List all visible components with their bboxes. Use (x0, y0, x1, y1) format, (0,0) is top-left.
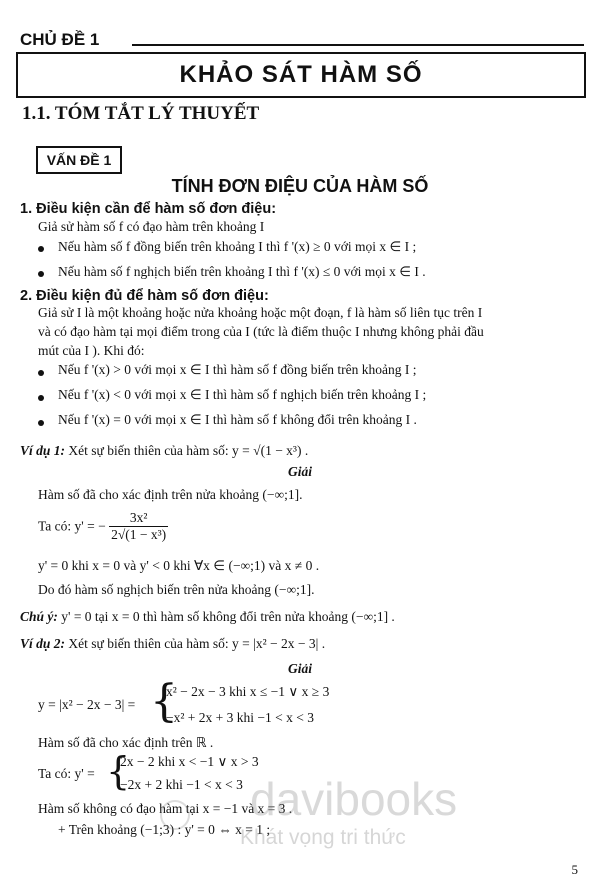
example2-dcase2: −2x + 2 khi −1 < x < 3 (120, 777, 243, 792)
example1-taco: Ta có: y' = − (38, 518, 106, 534)
example2-no-derivative: Hàm số không có đạo hàm tại x = −1 và x = 3 . (38, 801, 293, 816)
topic-title: TÍNH ĐƠN ĐIỆU CỦA HÀM SỐ (171, 176, 429, 196)
example1-zero-line: y' = 0 khi x = 0 và y' < 0 khi ∀x ∈ (−∞;1) và x ≠ 0 . (38, 558, 320, 573)
example1-note (20, 609, 395, 625)
example1-solution-label: Giải (287, 464, 312, 479)
chapter-title: KHẢO SÁT HÀM SỐ (179, 61, 423, 88)
part2-bullet3: Nếu f '(x) = 0 với mọi x ∈ I thì hàm số f không đổi trên khoảng I . (58, 412, 417, 427)
watermark-logo-icon (160, 800, 190, 830)
section-heading: 1.1. TÓM TẮT LÝ THUYẾT (22, 103, 260, 124)
chapter-title-box (16, 52, 586, 98)
part1-bullet1: Nếu hàm số f đồng biến trên khoảng I thì f '(x) ≥ 0 với mọi x ∈ I ; (58, 239, 417, 254)
bullet-icon (38, 420, 44, 426)
example1-domain: Hàm số đã cho xác định trên nửa khoảng (−∞;1]. (38, 487, 303, 502)
example1-prompt: Xét sự biến thiên của hàm số: y = √(1 − x³) . (68, 443, 309, 458)
watermark-slogan: Khát vọng tri thức (240, 826, 406, 849)
example1-frac-num: 3x² (109, 510, 168, 527)
part2-line1: Giả sử I là một khoảng hoặc nửa khoảng hoặc một đoạn, f là hàm số liên tục trên I (38, 305, 483, 320)
part2-line3: mút của I ). Khi đó: (38, 343, 145, 358)
part1-intro: Giả sử hàm số f có đạo hàm trên khoảng I (38, 219, 265, 234)
part2-line2: và có đạo hàm tại mọi điểm trong của I (tức là điểm thuộc I nhưng không phải đầu (38, 324, 484, 339)
example1-label: Ví dụ 1: (20, 443, 66, 458)
example1-line (20, 443, 308, 459)
example2-case2: −x² + 2x + 3 khi −1 < x < 3 (166, 710, 314, 725)
example1-derivative (38, 510, 168, 543)
bullet-icon (38, 246, 44, 252)
part2-bullet2: Nếu f '(x) < 0 với mọi x ∈ I thì hàm số f nghịch biến trên khoảng I ; (58, 387, 427, 402)
example1-frac-den: 2√(1 − x³) (111, 527, 167, 542)
example2-line (20, 636, 325, 652)
bullet-icon (38, 370, 44, 376)
example2-domain: Hàm số đã cho xác định trên ℝ . (38, 735, 214, 750)
example2-label: Ví dụ 2: (20, 636, 66, 651)
example2-solution-label: Giải (287, 661, 312, 676)
left-brace-icon: { (150, 676, 178, 727)
chapter-label: CHỦ ĐỀ 1 (20, 30, 100, 49)
part2-heading: 2. Điều kiện đủ để hàm số đơn điệu: (20, 288, 269, 304)
example2-interval: + Trên khoảng (−1;3) : y' = 0 ⇔ x = 1 ; (58, 822, 271, 837)
bullet-icon (38, 395, 44, 401)
left-brace-icon: { (106, 749, 131, 793)
example1-fraction (109, 510, 168, 543)
example2-taco: Ta có: y' = (38, 766, 95, 781)
example2-case1: x² − 2x − 3 khi x ≤ −1 ∨ x ≥ 3 (166, 684, 330, 699)
part1-heading: 1. Điều kiện cần để hàm số đơn điệu: (20, 201, 277, 217)
example2-prompt: Xét sự biến thiên của hàm số: y = |x² − 2x − 3| . (68, 636, 326, 651)
topic-box (36, 146, 122, 174)
topic-box-label: VẤN ĐỀ 1 (46, 152, 112, 168)
note-label: Chú ý: (20, 609, 58, 624)
example1-conclusion: Do đó hàm số nghịch biến trên nửa khoảng (−∞;1]. (38, 582, 315, 597)
bullet-icon (38, 271, 44, 277)
example2-dcase1: 2x − 2 khi x < −1 ∨ x > 3 (120, 754, 259, 769)
watermark-brand: davibooks (250, 773, 458, 825)
chapter-divider (132, 44, 584, 46)
part2-bullet1: Nếu f '(x) > 0 với mọi x ∈ I thì hàm số f đồng biến trên khoảng I ; (58, 362, 417, 377)
part1-bullet2: Nếu hàm số f nghịch biến trên khoảng I thì f '(x) ≤ 0 với mọi x ∈ I . (58, 264, 426, 279)
note-text: y' = 0 tại x = 0 thì hàm số không đổi trên nửa khoảng (−∞;1] . (61, 609, 395, 624)
page-number: 5 (571, 862, 578, 877)
example2-y-lhs: y = |x² − 2x − 3| = (38, 697, 136, 712)
